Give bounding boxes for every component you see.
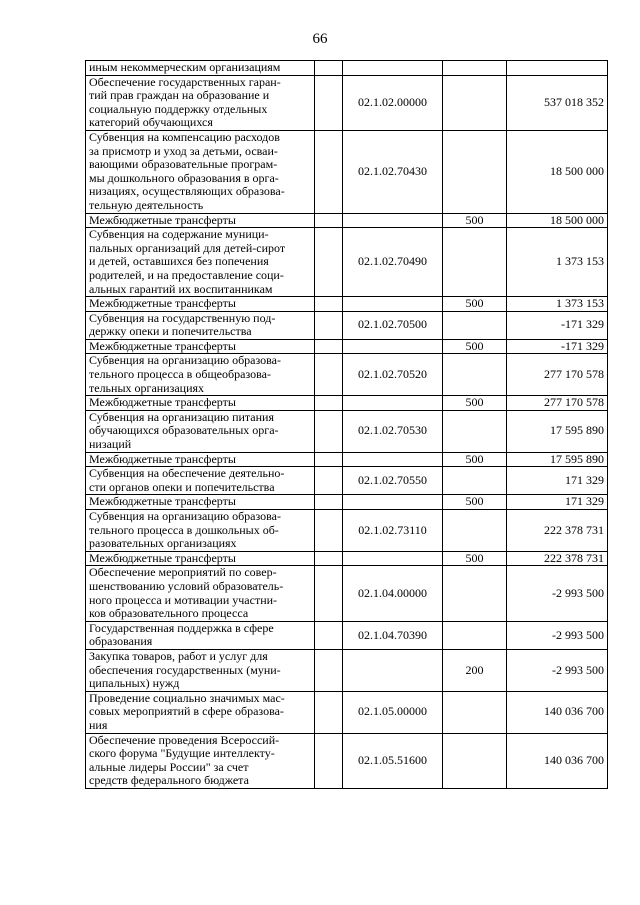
row-type bbox=[443, 691, 507, 733]
row-name: Субвенция на организацию образова- тельного процесса в общеобразова- тельных организациях bbox=[86, 354, 315, 396]
row-type: 500 bbox=[443, 396, 507, 411]
table-row bbox=[86, 495, 608, 510]
row-code: 02.1.02.70500 bbox=[343, 311, 443, 339]
table-row bbox=[86, 410, 608, 452]
row-code bbox=[343, 213, 443, 228]
row-spacer bbox=[315, 467, 343, 495]
table-row bbox=[86, 339, 608, 354]
row-code bbox=[343, 396, 443, 411]
table-row bbox=[86, 75, 608, 130]
table-row bbox=[86, 733, 608, 788]
row-amount: 537 018 352 bbox=[507, 75, 608, 130]
table-row bbox=[86, 228, 608, 297]
row-code bbox=[343, 649, 443, 691]
row-name: Субвенция на государственную под- держку опеки и попечительства bbox=[86, 311, 315, 339]
row-spacer bbox=[315, 621, 343, 649]
row-type: 500 bbox=[443, 297, 507, 312]
row-amount: -2 993 500 bbox=[507, 649, 608, 691]
row-name: иным некоммерческим организациям bbox=[86, 61, 315, 76]
row-name: Субвенция на организацию питания обучающихся образовательных орга- низаций bbox=[86, 410, 315, 452]
row-name: Закупка товаров, работ и услуг для обеспечения государственных (муни- ципальных) нужд bbox=[86, 649, 315, 691]
row-type bbox=[443, 61, 507, 76]
row-amount: 140 036 700 bbox=[507, 691, 608, 733]
row-spacer bbox=[315, 228, 343, 297]
budget-table bbox=[85, 60, 608, 789]
budget-table-body bbox=[86, 61, 608, 789]
table-row bbox=[86, 61, 608, 76]
row-type bbox=[443, 354, 507, 396]
row-spacer bbox=[315, 495, 343, 510]
row-spacer bbox=[315, 354, 343, 396]
row-type: 500 bbox=[443, 452, 507, 467]
row-amount: 1 373 153 bbox=[507, 297, 608, 312]
row-name: Проведение социально значимых мас- совых мероприятий в сфере образова- ния bbox=[86, 691, 315, 733]
row-spacer bbox=[315, 396, 343, 411]
row-spacer bbox=[315, 61, 343, 76]
row-spacer bbox=[315, 733, 343, 788]
table-row bbox=[86, 354, 608, 396]
row-name: Межбюджетные трансферты bbox=[86, 495, 315, 510]
row-code: 02.1.02.00000 bbox=[343, 75, 443, 130]
row-name: Межбюджетные трансферты bbox=[86, 396, 315, 411]
row-code: 02.1.05.51600 bbox=[343, 733, 443, 788]
row-code bbox=[343, 61, 443, 76]
row-type bbox=[443, 566, 507, 621]
row-code: 02.1.02.70490 bbox=[343, 228, 443, 297]
row-type: 500 bbox=[443, 339, 507, 354]
row-name: Межбюджетные трансферты bbox=[86, 551, 315, 566]
table-row bbox=[86, 396, 608, 411]
row-name: Обеспечение мероприятий по совер- шенствованию условий образователь- ного процесса и мотивации участни- ков образовательного процесса bbox=[86, 566, 315, 621]
row-type: 500 bbox=[443, 551, 507, 566]
page-number: 66 bbox=[312, 31, 328, 47]
row-code bbox=[343, 495, 443, 510]
row-code bbox=[343, 339, 443, 354]
row-code: 02.1.05.00000 bbox=[343, 691, 443, 733]
row-name: Обеспечение государственных гаран- тий прав граждан на образование и социальную поддержку отдельных категорий обучающихся bbox=[86, 75, 315, 130]
row-code bbox=[343, 452, 443, 467]
row-code: 02.1.04.00000 bbox=[343, 566, 443, 621]
row-type bbox=[443, 311, 507, 339]
row-amount: -2 993 500 bbox=[507, 566, 608, 621]
row-amount: 18 500 000 bbox=[507, 130, 608, 213]
row-type: 200 bbox=[443, 649, 507, 691]
row-spacer bbox=[315, 130, 343, 213]
row-amount: 17 595 890 bbox=[507, 452, 608, 467]
table-row bbox=[86, 691, 608, 733]
row-amount: 277 170 578 bbox=[507, 354, 608, 396]
row-type bbox=[443, 467, 507, 495]
row-name: Межбюджетные трансферты bbox=[86, 339, 315, 354]
row-spacer bbox=[315, 75, 343, 130]
table-row bbox=[86, 467, 608, 495]
row-spacer bbox=[315, 649, 343, 691]
row-spacer bbox=[315, 691, 343, 733]
table-row bbox=[86, 452, 608, 467]
row-type bbox=[443, 130, 507, 213]
row-spacer bbox=[315, 311, 343, 339]
row-name: Межбюджетные трансферты bbox=[86, 452, 315, 467]
row-type bbox=[443, 733, 507, 788]
row-amount: 222 378 731 bbox=[507, 551, 608, 566]
row-code: 02.1.02.70530 bbox=[343, 410, 443, 452]
row-code: 02.1.02.70550 bbox=[343, 467, 443, 495]
row-name: Субвенция на содержание муници- пальных организаций для детей-сирот и детей, оставшихся без попечения родителей, и на предоставление соци- альных гарантий их воспитанникам bbox=[86, 228, 315, 297]
row-name: Обеспечение проведения Всероссий- ского форума "Будущие интеллекту- альные лидеры России" за счет средств федерального бюджета bbox=[86, 733, 315, 788]
table-row bbox=[86, 510, 608, 552]
row-name: Государственная поддержка в сфере образования bbox=[86, 621, 315, 649]
row-amount: -171 329 bbox=[507, 311, 608, 339]
row-type bbox=[443, 510, 507, 552]
table-row bbox=[86, 213, 608, 228]
row-amount: -2 993 500 bbox=[507, 621, 608, 649]
row-name: Межбюджетные трансферты bbox=[86, 213, 315, 228]
row-amount: 277 170 578 bbox=[507, 396, 608, 411]
row-amount: 18 500 000 bbox=[507, 213, 608, 228]
row-name: Межбюджетные трансферты bbox=[86, 297, 315, 312]
table-row bbox=[86, 311, 608, 339]
row-spacer bbox=[315, 551, 343, 566]
row-amount bbox=[507, 61, 608, 76]
row-code: 02.1.02.70430 bbox=[343, 130, 443, 213]
row-name: Субвенция на обеспечение деятельно- сти органов опеки и попечительства bbox=[86, 467, 315, 495]
row-spacer bbox=[315, 510, 343, 552]
row-spacer bbox=[315, 213, 343, 228]
table-row bbox=[86, 551, 608, 566]
row-spacer bbox=[315, 452, 343, 467]
row-code: 02.1.02.70520 bbox=[343, 354, 443, 396]
row-code bbox=[343, 551, 443, 566]
table-row bbox=[86, 621, 608, 649]
row-amount: 171 329 bbox=[507, 495, 608, 510]
row-spacer bbox=[315, 566, 343, 621]
row-type bbox=[443, 228, 507, 297]
row-code: 02.1.02.73110 bbox=[343, 510, 443, 552]
row-amount: 140 036 700 bbox=[507, 733, 608, 788]
row-amount: -171 329 bbox=[507, 339, 608, 354]
table-row bbox=[86, 130, 608, 213]
row-amount: 171 329 bbox=[507, 467, 608, 495]
row-type: 500 bbox=[443, 495, 507, 510]
row-type bbox=[443, 621, 507, 649]
table-row bbox=[86, 297, 608, 312]
row-code: 02.1.04.70390 bbox=[343, 621, 443, 649]
row-name: Субвенция на организацию образова- тельного процесса в дошкольных об- разовательных организациях bbox=[86, 510, 315, 552]
row-type: 500 bbox=[443, 213, 507, 228]
row-spacer bbox=[315, 339, 343, 354]
row-amount: 17 595 890 bbox=[507, 410, 608, 452]
row-type bbox=[443, 75, 507, 130]
row-amount: 222 378 731 bbox=[507, 510, 608, 552]
row-name: Субвенция на компенсацию расходов за присмотр и уход за детьми, осваи- вающими образовательные програм- мы дошкольного образования в орга- низациях, осуществляющих образова- тельную деятельность bbox=[86, 130, 315, 213]
row-spacer bbox=[315, 297, 343, 312]
row-spacer bbox=[315, 410, 343, 452]
table-row bbox=[86, 649, 608, 691]
table-row bbox=[86, 566, 608, 621]
row-type bbox=[443, 410, 507, 452]
row-amount: 1 373 153 bbox=[507, 228, 608, 297]
row-code bbox=[343, 297, 443, 312]
